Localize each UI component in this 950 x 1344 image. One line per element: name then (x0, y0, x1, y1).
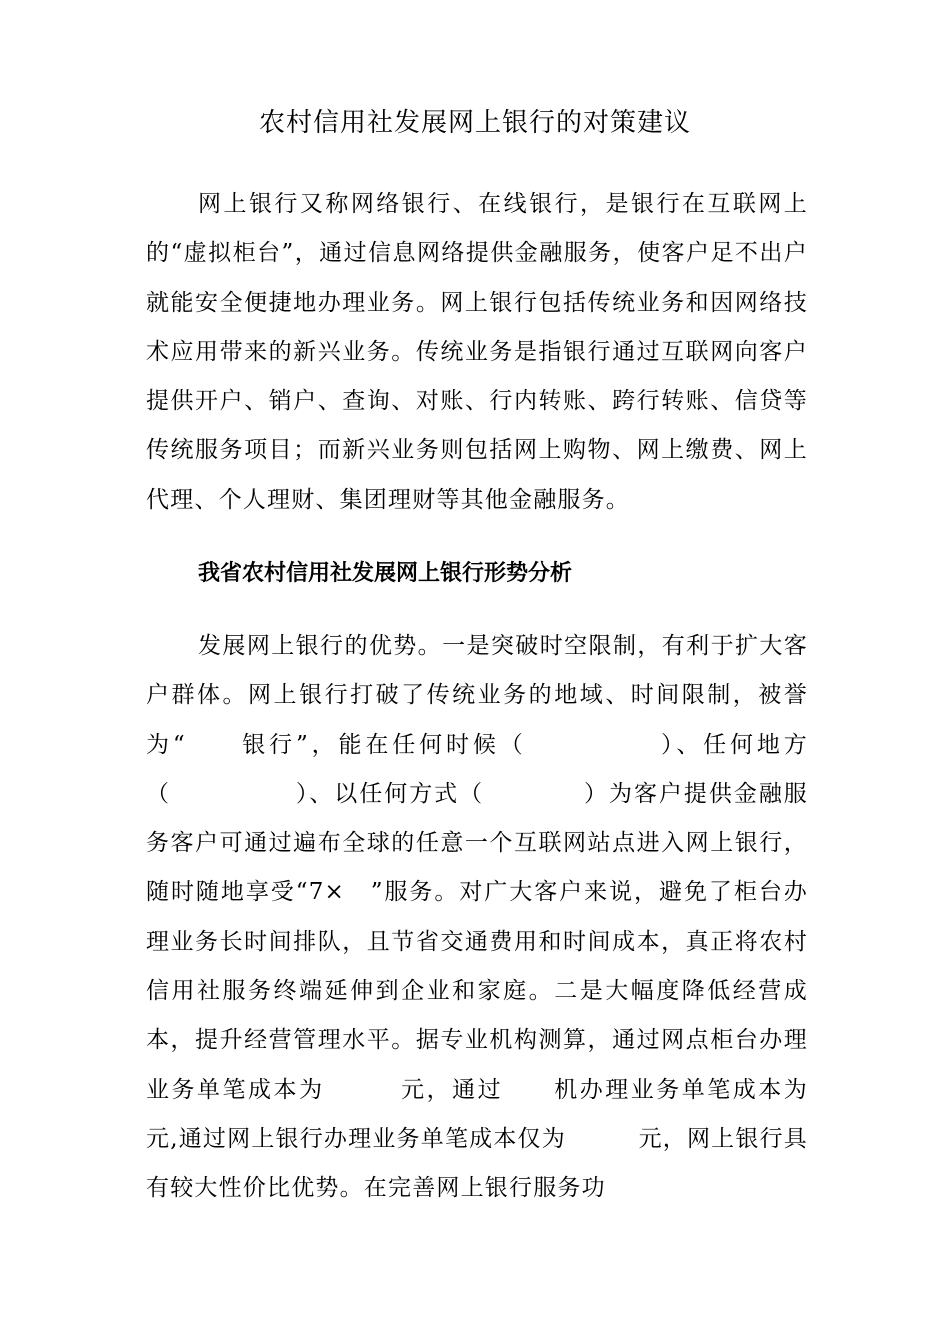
document-title: 农村信用社发展网上银行的对策建议 (258, 108, 691, 138)
advantages-paragraph: 发展网上银行的优势。一是突破时空限制，有利于扩大客户群体。网上银行打破了传统业务的地域、时间限制，被誉为“ 银行”，能在任何时候（ ）、任何地方（ ）、以任何方式（ ）为客户提供金融服务客户可通过遍布全球的任意一个互联网站点进入网上银行，随时随地享受“7× ”服务。对广大客户来说，避免了柜台办理业务长时间排队，且节省交通费用和时间成本，真正将农村信用社服务终端延伸到企业和家庭。二是大幅度降低经营成本，提升经营管理水平。据专业机构测算，通过网点柜台办理业务单笔成本为 元，通过 机办理业务单笔成本为 元,通过网上银行办理业务单笔成本仅为 元，网上银行具有较大性价比优势。在完善网上银行服务功 (146, 633, 881, 1202)
intro-paragraph: 网上银行又称网络银行、在线银行，是银行在互联网上的“虚拟柜台”，通过信息网络提供金融服务，使客户足不出户就能安全便捷地办理业务。网上银行包括传统业务和因网络技术应用带来的新兴业务。传统业务是指银行通过互联网向客户提供开户、销户、查询、对账、行内转账、跨行转账、信贷等传统服务项目；而新兴业务则包括网上购物、网上缴费、网上代理、个人理财、集团理财等其他金融服务。 (146, 191, 808, 513)
section-heading: 我省农村信用社发展网上银行形势分析 (198, 561, 573, 586)
